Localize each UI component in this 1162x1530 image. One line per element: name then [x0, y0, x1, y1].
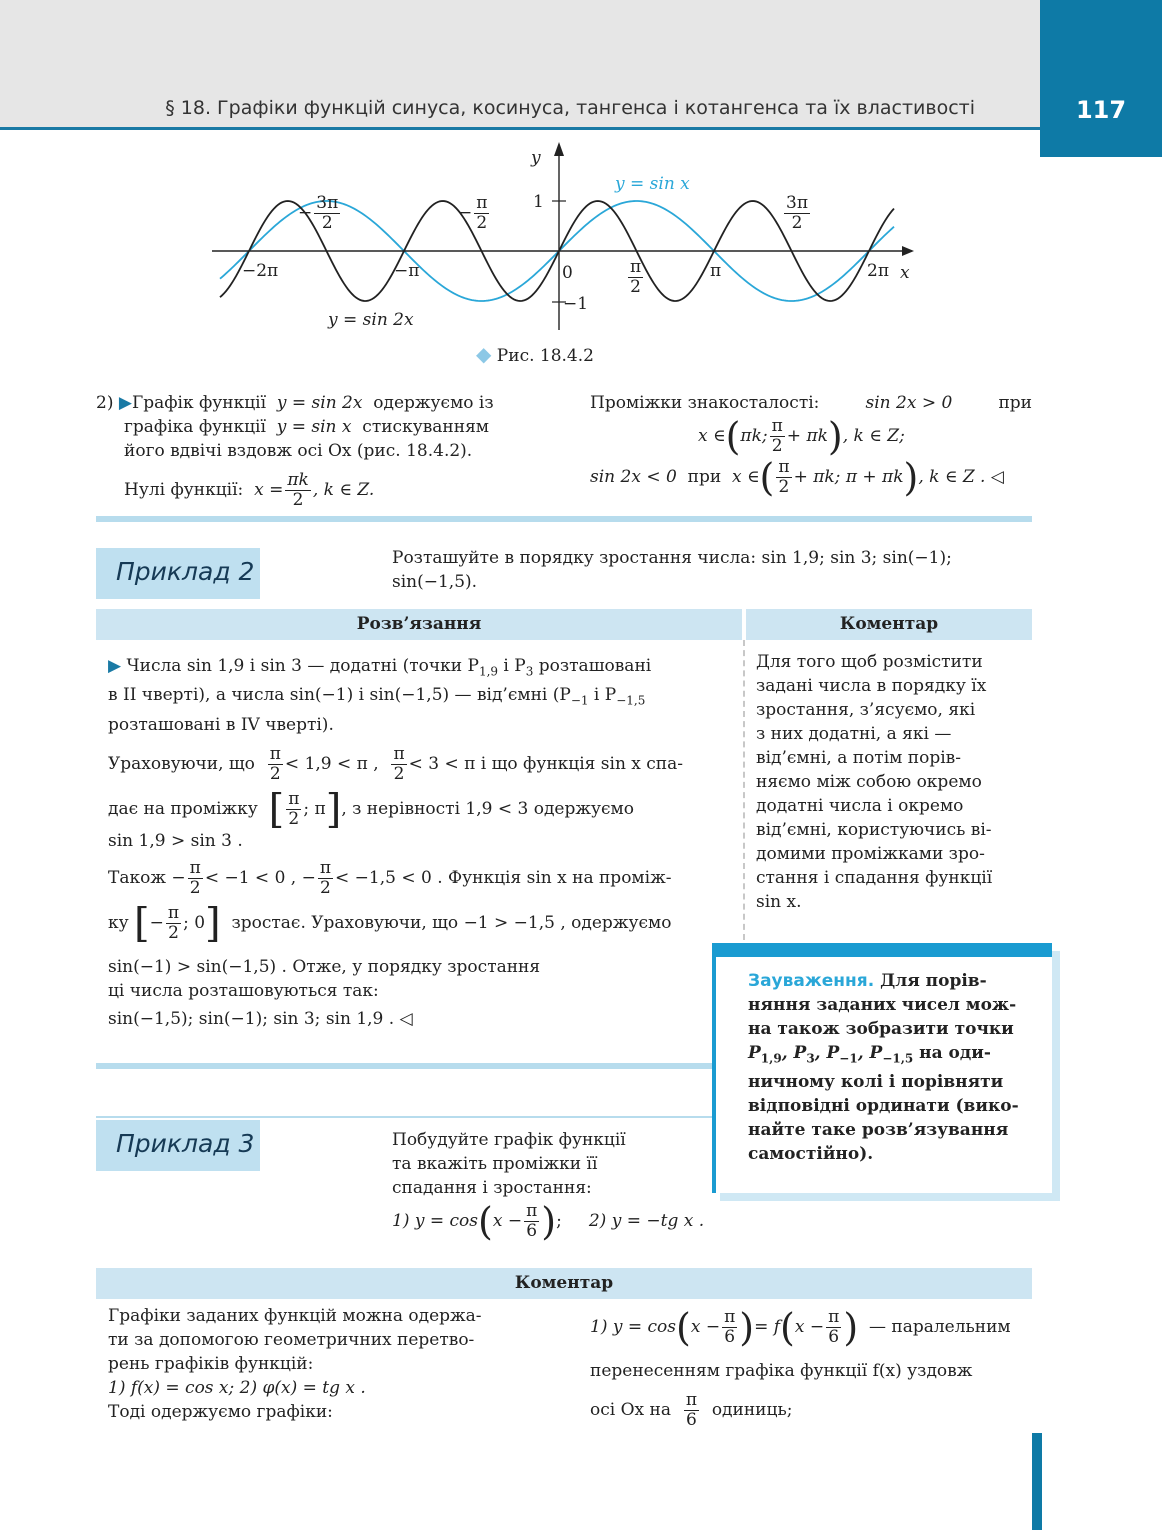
- tick-pi-2: $\frac{\pi}{2}$: [630, 257, 642, 297]
- page-number: 117: [1075, 96, 1127, 124]
- part2-left: 2) ▶Графік функції y = sin 2x одержуємо із графіка функції y = sin x стискуванням його вдвічі вздовж осі Ox (рис. 18.4.2). Нулі функції: x = $\frac{\pi k}{2}$ , k ∈ Z.: [96, 393, 494, 510]
- y-axis-arrow: [554, 142, 564, 156]
- tick-minus-pi: −π: [394, 261, 420, 281]
- axis-y-label: y: [531, 148, 541, 168]
- margin-bar: [1032, 1433, 1042, 1530]
- figure-caption: ◆ Рис. 18.4.2: [476, 342, 594, 366]
- example-2-comment: Для того щоб розмістити задані числа в порядку їх зростання, з’ясуємо, які з них додатні, а які — від’ємні, а потім порів- няємо між собою окремо додатні числа і окремо від’ємні, користуючись ві- домими проміжками зро- стання і спадання функції sin x.: [756, 652, 993, 912]
- example-3-title: Приклад 3: [116, 1129, 255, 1158]
- origin-label: 0: [562, 263, 573, 283]
- example-3-comment-header: Коментар: [96, 1268, 1032, 1299]
- example-2-box: [96, 548, 260, 599]
- axis-x-label: x: [900, 263, 910, 283]
- page-number-box: [1040, 0, 1162, 157]
- example-3-task: Побудуйте графік функції та вкажіть проміжки її спадання і зростання: 1) y = cos(x − $\frac{\pi}{6}$ ); 2) y = −tg x .: [392, 1130, 705, 1244]
- tick-minus-3pi-2: − $\frac{3\pi}{2}$: [298, 193, 339, 233]
- example-3-box: [96, 1120, 260, 1171]
- y-one-label: 1: [533, 192, 544, 212]
- tick-minus-2pi: −2π: [242, 261, 279, 281]
- example-2-task: Розташуйте в порядку зростання числа: sin 1,9; sin 3; sin(−1); sin(−1,5).: [392, 548, 952, 592]
- section-divider-2: [96, 1063, 716, 1069]
- note-label: Зауваження.: [748, 971, 875, 991]
- section-divider-3: [96, 1116, 716, 1118]
- tick-pi: π: [710, 261, 722, 281]
- comment-header: Коментар: [746, 609, 1032, 640]
- chapter-title: § 18. Графіки функцій синуса, косинуса, тангенса і котангенса та їх властивості: [165, 97, 975, 119]
- note-box: Зауваження. Для порів- няння заданих чисел мож- на також зобразити точки $P_{1,9}$, $P_3$, $P_{-1}$, $P_{-1,5}$ на оди- ничному колі і порівняти відповідні ординати (вико- найте таке розв’язування самостійно).: [712, 943, 1052, 1193]
- example-3-comment-right: 1) y = cos(x − $\frac{\pi}{6}$ )= f(x − $\frac{\pi}{6}$ ) — паралельним перенесенням графіка функції f(x) уздовж осі Ox на $\frac{\pi}{6}$ одиниць;: [590, 1305, 1011, 1430]
- solution-header: Розв’язання: [96, 609, 742, 640]
- tick-2pi: 2π: [867, 261, 889, 281]
- tick-3pi-2: $\frac{3\pi}{2}$: [786, 193, 808, 233]
- part2-right: Проміжки знакосталості: sin 2x > 0 при x ∈(πk; $\frac{\pi}{2}$ + πk), k ∈ Z; sin 2x < 0 при x ∈( $\frac{\pi}{2}$ + πk; π + πk), k ∈ Z . ◁: [590, 393, 1032, 500]
- triangle-icon: ▶: [118, 393, 132, 413]
- example-3-comment-left: Графіки заданих функцій можна одержа- ти за допомогою геометричних перетво- рень графіків функцій: 1) f(x) = cos x; 2) φ(x) = tg x . Тоді одержуємо графіки:: [108, 1306, 482, 1422]
- example-2-title: Приклад 2: [116, 557, 255, 586]
- column-divider: [743, 640, 745, 940]
- label-sin-x: y = sin x: [615, 174, 690, 194]
- label-sin-2x: y = sin 2x: [328, 310, 414, 330]
- section-divider-1: [96, 516, 1032, 522]
- example-2-solution: ▶ Числа sin 1,9 і sin 3 — додатні (точки $P_{1,9}$ і $P_3$ розташовані в II чверті), а числа sin(−1) і sin(−1,5) — від’ємні ($P_{-1}$ і $P_{-1,5}$ розташовані в IV чверті). Ураховуючи, що $\frac{\pi}{2}$ < 1,9 < π , $\frac{\pi}{2}$ < 3 < π і що функція sin x спа- дає на проміжку [ $\frac{\pi}{2}$ ; π], з нерівності 1,9 < 3 одержуємо sin 1,9 > sin 3 . Також − $\frac{\pi}{2}$ < −1 < 0 , − $\frac{\pi}{2}$ < −1,5 < 0 . Функція sin x на проміж- ку [− $\frac{\pi}{2}$ ; 0] зростає. Ураховуючи, що −1 > −1,5 , одержуємо sin(−1) > sin(−1,5) . Отже, у порядку зростання ці числа розташовуються так: sin(−1,5); sin(−1); sin 3; sin 1,9 . ◁: [108, 656, 684, 1029]
- x-axis-arrow: [902, 246, 914, 256]
- header-rule: [0, 127, 1040, 130]
- tick-minus-pi-2: − $\frac{\pi}{2}$: [458, 193, 488, 233]
- y-minus-one-label: −1: [563, 294, 589, 314]
- diamond-icon: ◆: [476, 342, 492, 366]
- triangle-icon: ▶: [108, 656, 122, 676]
